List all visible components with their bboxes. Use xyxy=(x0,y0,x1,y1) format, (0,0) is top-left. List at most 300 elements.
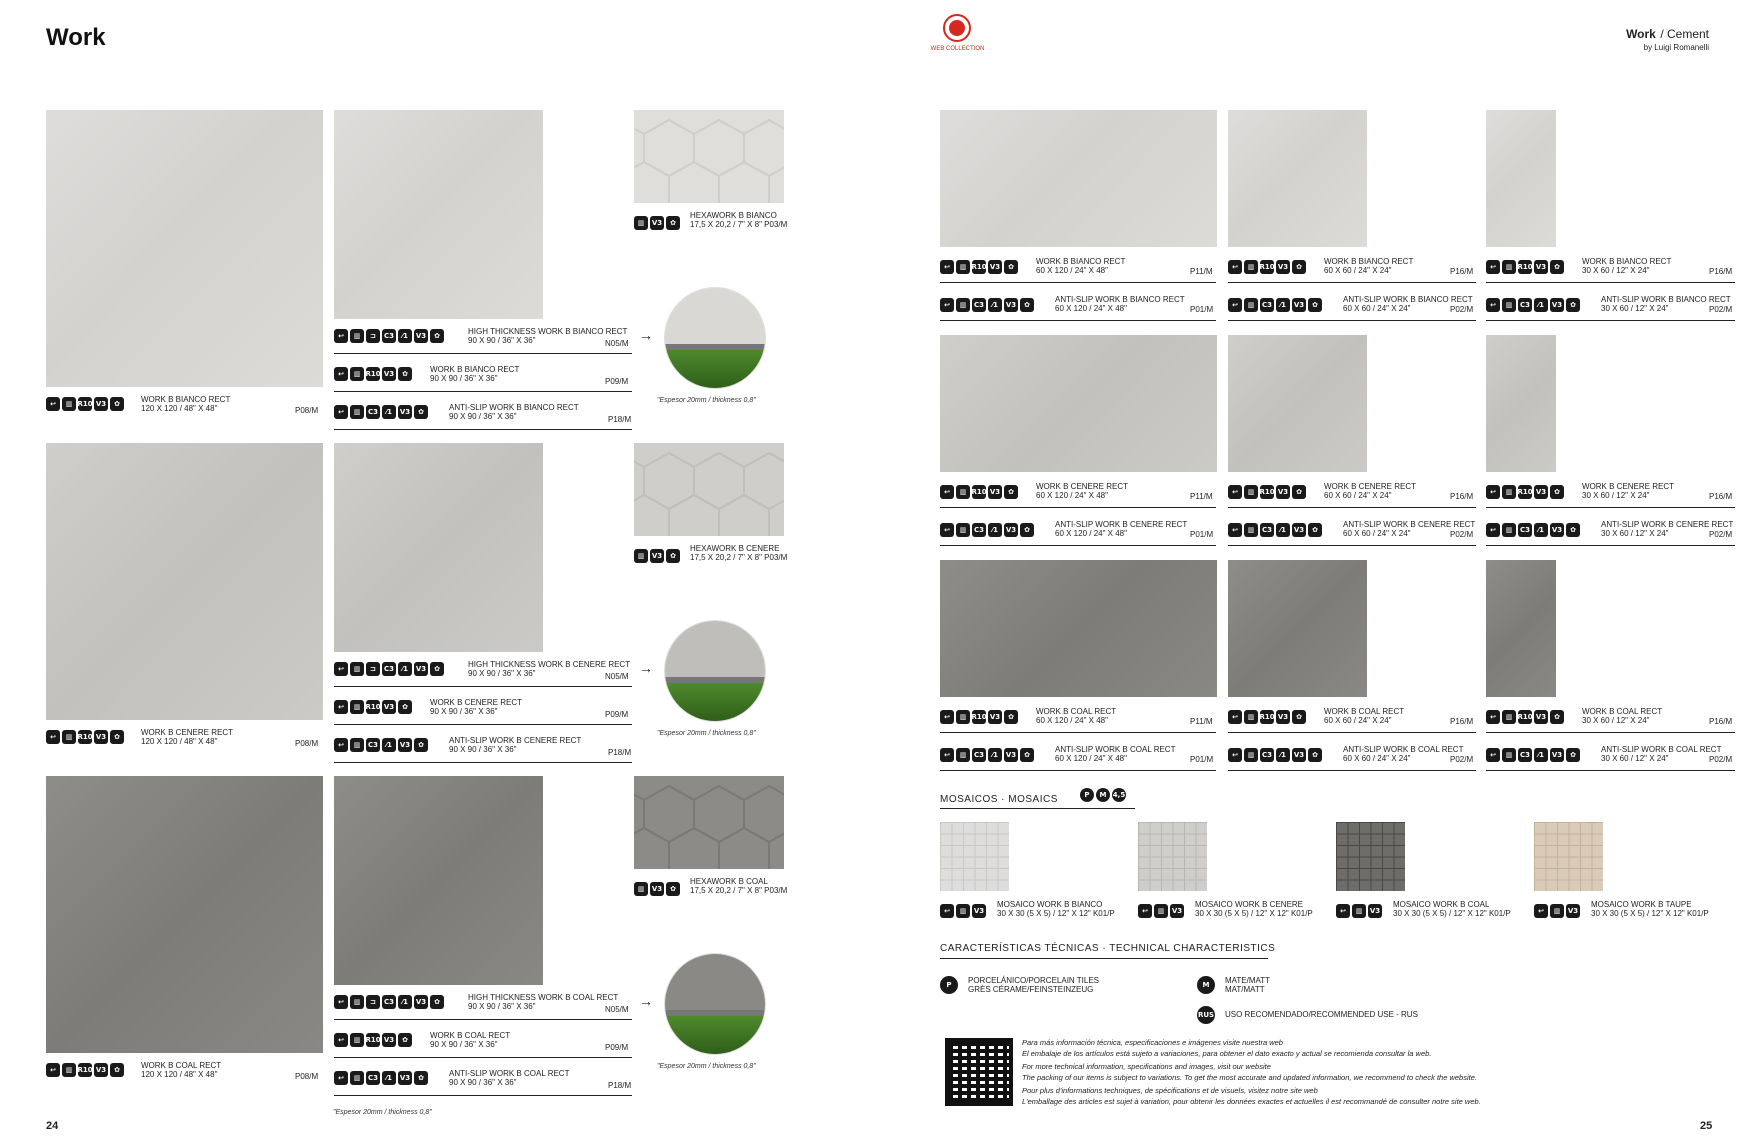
product-name: ANTI-SLIP WORK B BIANCO RECT xyxy=(1055,295,1185,304)
indoor-icon: ↩ xyxy=(1228,260,1242,274)
product-size: 60 X 60 / 24" X 24" xyxy=(1343,529,1411,538)
rectified-icon: ✿ xyxy=(430,662,444,676)
indoor-icon: ↩ xyxy=(334,662,348,676)
frost-icon: ▥ xyxy=(350,367,364,381)
product-name: WORK B BIANCO RECT xyxy=(1036,257,1126,266)
product-size: 17,5 X 20,2 / 7" X 8" P03/M xyxy=(690,886,788,895)
shade-v3-icon: V3 xyxy=(1534,260,1548,274)
slip-r10-icon: R10 xyxy=(972,710,986,724)
frost-icon: ▥ xyxy=(350,1071,364,1085)
row-rule xyxy=(334,724,632,725)
tech-icons xyxy=(334,662,444,676)
product-label xyxy=(997,900,1115,918)
product-size: 60 X 60 / 24" X 24" xyxy=(1324,491,1392,500)
tech-icons xyxy=(1486,260,1564,274)
tile-top xyxy=(665,621,765,677)
page-number-left: 24 xyxy=(46,1120,59,1132)
tile-60x120 xyxy=(940,560,1217,697)
row-rule xyxy=(334,686,632,687)
product-size: 90 X 90 / 36" X 36" xyxy=(430,1040,498,1049)
product-code: P08/M xyxy=(295,406,319,415)
tech-icons xyxy=(1228,523,1322,537)
frost-icon: ▥ xyxy=(1154,904,1168,918)
slip-c3-icon: C3 xyxy=(366,1071,380,1085)
thickness-icon: ⁄1 xyxy=(1276,748,1290,762)
indoor-icon: ↩ xyxy=(1486,298,1500,312)
product-label xyxy=(141,395,230,413)
tile-top xyxy=(665,954,765,1010)
product-label xyxy=(1393,900,1511,918)
slip-c3-icon: C3 xyxy=(1518,523,1532,537)
shade-v3-icon: V3 xyxy=(1566,904,1580,918)
product-name: ANTI-SLIP WORK B BIANCO RECT xyxy=(1601,295,1731,304)
tech-icons xyxy=(1486,710,1564,724)
grass xyxy=(665,350,765,388)
product-size: 60 X 120 / 24" X 48" xyxy=(1036,491,1108,500)
row-rule xyxy=(1228,770,1476,771)
product-name: WORK B COAL RECT xyxy=(1036,707,1117,716)
frost-icon: ▥ xyxy=(956,710,970,724)
tech-icons xyxy=(334,405,428,419)
tech-icons xyxy=(1228,298,1322,312)
row-rule xyxy=(940,507,1216,508)
shade-v3-icon: V3 xyxy=(414,662,428,676)
indoor-icon: ↩ xyxy=(940,298,954,312)
row-rule xyxy=(334,1057,632,1058)
grass xyxy=(665,1016,765,1054)
tile-30x60 xyxy=(1486,560,1556,697)
frost-icon: ▥ xyxy=(62,1063,76,1077)
tech-icons xyxy=(940,710,1018,724)
indoor-icon: ↩ xyxy=(1228,748,1242,762)
slip-c3-icon: C3 xyxy=(366,405,380,419)
frost-icon: ▥ xyxy=(956,523,970,537)
footer-line: For more technical information, specifications and images, visit our website xyxy=(1022,1062,1271,1071)
product-size: 90 X 90 / 36" X 36" xyxy=(449,1078,517,1087)
shade-v3-icon: V3 xyxy=(1004,523,1018,537)
frost-icon: ▥ xyxy=(1244,260,1258,274)
product-code: P02/M xyxy=(1709,305,1733,314)
shade-v3-icon: V3 xyxy=(94,397,108,411)
row-rule xyxy=(1228,507,1476,508)
tech-icons xyxy=(940,260,1018,274)
qr-code[interactable] xyxy=(945,1038,1013,1106)
tech-icons xyxy=(46,1063,124,1077)
matt-icon: M xyxy=(1096,788,1110,802)
product-size: 60 X 60 / 24" X 24" xyxy=(1324,716,1392,725)
row-rule xyxy=(1228,545,1476,546)
slip-r10-icon: R10 xyxy=(78,730,92,744)
mosaics-rule xyxy=(940,808,1135,809)
slip-r10-icon: R10 xyxy=(1518,260,1532,274)
row-rule xyxy=(940,545,1216,546)
indoor-icon: ↩ xyxy=(1228,523,1242,537)
grass xyxy=(665,683,765,721)
tech-icons xyxy=(940,298,1034,312)
product-name: HIGH THICKNESS WORK B COAL RECT xyxy=(468,993,619,1002)
legend-porcelain: PORCELÁNICO/PORCELAIN TILES GRÈS CÉRAME/FEINSTEINZEUG xyxy=(968,976,1099,994)
thickness-detail-image xyxy=(664,287,766,389)
shade-v3-icon: V3 xyxy=(988,485,1002,499)
shade-v3-icon: V3 xyxy=(988,710,1002,724)
mosaics-icons xyxy=(1080,788,1126,802)
product-code: P01/M xyxy=(1190,530,1214,539)
thickness-caption: "Espesor 20mm / thickness 0,8" xyxy=(657,397,756,404)
indoor-icon: ↩ xyxy=(1228,710,1242,724)
mosaic-tile xyxy=(940,822,1009,891)
rectified-icon: ✿ xyxy=(430,329,444,343)
mosaic-tile xyxy=(1534,822,1603,891)
row-rule xyxy=(334,1095,632,1096)
thickness-icon: ⁄1 xyxy=(382,1071,396,1085)
rectified-icon: ✿ xyxy=(1308,748,1322,762)
product-label xyxy=(430,365,519,383)
row-rule xyxy=(334,1019,632,1020)
tech-icons xyxy=(1486,748,1580,762)
tile-60x60 xyxy=(1228,110,1367,247)
product-name: ANTI-SLIP WORK B CENERE RECT xyxy=(1055,520,1188,529)
mosaics-title: MOSAICOS · MOSAICS xyxy=(940,794,1058,805)
tech-icons xyxy=(634,216,680,230)
shade-v3-icon: V3 xyxy=(1534,710,1548,724)
product-name: WORK B CENERE RECT xyxy=(1582,482,1675,491)
row-rule xyxy=(334,391,632,392)
product-name: WORK B COAL RECT xyxy=(141,1061,222,1070)
tech-icons xyxy=(940,523,1034,537)
shade-v3-icon: V3 xyxy=(988,260,1002,274)
indoor-icon: ↩ xyxy=(1228,485,1242,499)
row-rule xyxy=(1228,732,1476,733)
hexagon-tile xyxy=(634,776,784,869)
rectified-icon: ✿ xyxy=(110,397,124,411)
tile-medium xyxy=(334,110,543,319)
rectified-icon: ✿ xyxy=(398,700,412,714)
slip-r10-icon: R10 xyxy=(1518,485,1532,499)
outdoor-icon: ⊐ xyxy=(366,995,380,1009)
product-code: P16/M xyxy=(1450,267,1474,276)
footnote-left: "Espesor 20mm / thickness 0,8" xyxy=(333,1109,432,1116)
product-code: P01/M xyxy=(1190,755,1214,764)
product-name: WORK B CENERE RECT xyxy=(1324,482,1417,491)
slip-r10-icon: R10 xyxy=(1260,710,1274,724)
indoor-icon: ↩ xyxy=(1534,904,1548,918)
frost-icon: ▥ xyxy=(350,700,364,714)
tech-icons xyxy=(46,397,124,411)
slip-c3-icon: C3 xyxy=(1260,748,1274,762)
frost-icon: ▥ xyxy=(1352,904,1366,918)
product-label xyxy=(430,698,522,716)
slip-c3-icon: C3 xyxy=(382,662,396,676)
frost-icon: ▥ xyxy=(350,995,364,1009)
shade-v3-icon: V3 xyxy=(1550,523,1564,537)
row-rule xyxy=(1486,770,1735,771)
mosaic-tile xyxy=(1138,822,1207,891)
product-label xyxy=(1036,257,1125,275)
thickness-icon: ⁄1 xyxy=(988,748,1002,762)
rectified-icon: ✿ xyxy=(398,367,412,381)
frost-icon: ▥ xyxy=(1502,523,1516,537)
frost-icon: ▥ xyxy=(956,485,970,499)
product-code: P09/M xyxy=(605,1043,629,1052)
thickness-icon: ⁄1 xyxy=(398,662,412,676)
frost-icon: ▥ xyxy=(350,329,364,343)
product-size: 30 X 30 (5 X 5) / 12" X 12" K01/P xyxy=(1591,909,1709,918)
product-size: 60 X 120 / 24" X 48" xyxy=(1055,529,1127,538)
tech-icons xyxy=(1228,260,1306,274)
shade-v3-icon: V3 xyxy=(414,995,428,1009)
frost-icon: ▥ xyxy=(634,882,648,896)
slip-c3-icon: C3 xyxy=(1260,523,1274,537)
product-size: 60 X 60 / 24" X 24" xyxy=(1343,304,1411,313)
rectified-icon: ✿ xyxy=(110,730,124,744)
frost-icon: ▥ xyxy=(956,260,970,274)
row-rule xyxy=(334,429,632,430)
rectified-icon: ✿ xyxy=(1004,485,1018,499)
shade-v3-icon: V3 xyxy=(398,405,412,419)
row-rule xyxy=(1228,320,1476,321)
rectified-icon: ✿ xyxy=(430,995,444,1009)
shade-v3-icon: V3 xyxy=(1368,904,1382,918)
product-label xyxy=(1582,482,1674,500)
product-code: N05/M xyxy=(605,1005,629,1014)
rectified-icon: ✿ xyxy=(1566,298,1580,312)
product-code: P08/M xyxy=(295,1072,319,1081)
frost-icon: ▥ xyxy=(350,405,364,419)
product-name: HEXAWORK B BIANCO xyxy=(690,211,777,220)
product-code: P02/M xyxy=(1709,755,1733,764)
tile-medium xyxy=(334,776,543,985)
indoor-icon: ↩ xyxy=(334,329,348,343)
web-collection-badge xyxy=(943,14,971,42)
tech-icons xyxy=(1228,485,1306,499)
thickness-icon: ⁄1 xyxy=(988,523,1002,537)
thickness-icon: ⁄1 xyxy=(398,995,412,1009)
tech-icons xyxy=(1486,523,1580,537)
thickness-icon: ⁄1 xyxy=(398,329,412,343)
product-name: MOSAICO WORK B COAL xyxy=(1393,900,1490,909)
matt-legend-icon: M xyxy=(1197,976,1215,994)
product-code: P16/M xyxy=(1450,717,1474,726)
product-name: ANTI-SLIP WORK B CENERE RECT xyxy=(1601,520,1734,529)
tech-icons xyxy=(334,367,412,381)
tech-icons xyxy=(1228,748,1322,762)
product-name: ANTI-SLIP WORK B COAL RECT xyxy=(1055,745,1176,754)
product-label xyxy=(141,728,233,746)
product-size: 17,5 X 20,2 / 7" X 8" P03/M xyxy=(690,553,788,562)
row-rule xyxy=(334,762,632,763)
indoor-icon: ↩ xyxy=(334,367,348,381)
frost-icon: ▥ xyxy=(350,662,364,676)
indoor-icon: ↩ xyxy=(46,1063,60,1077)
slip-r10-icon: R10 xyxy=(972,260,986,274)
product-name: ANTI-SLIP WORK B COAL RECT xyxy=(1343,745,1464,754)
row-rule xyxy=(1486,282,1735,283)
thickness-icon: ⁄1 xyxy=(1534,298,1548,312)
frost-icon: ▥ xyxy=(1502,485,1516,499)
product-label xyxy=(449,736,581,754)
product-code: P02/M xyxy=(1450,755,1474,764)
tile-30x60 xyxy=(1486,335,1556,472)
thickness-caption: "Espesor 20mm / thickness 0,8" xyxy=(657,1063,756,1070)
product-name: WORK B CENERE RECT xyxy=(141,728,234,737)
product-label xyxy=(1582,257,1671,275)
product-code: P08/M xyxy=(295,739,319,748)
product-size: 90 X 90 / 36" X 36" xyxy=(468,1002,536,1011)
thickness-detail-image xyxy=(664,620,766,722)
frost-icon: ▥ xyxy=(956,298,970,312)
product-code: P11/M xyxy=(1190,717,1213,726)
product-size: 90 X 90 / 36" X 36" xyxy=(449,745,517,754)
frost-icon: ▥ xyxy=(62,397,76,411)
product-name: MOSAICO WORK B BIANCO xyxy=(997,900,1103,909)
page-number-right: 25 xyxy=(1700,1120,1713,1132)
indoor-icon: ↩ xyxy=(46,397,60,411)
indoor-icon: ↩ xyxy=(334,700,348,714)
rectified-icon: ✿ xyxy=(398,1033,412,1047)
product-name: ANTI-SLIP WORK B CENERE RECT xyxy=(1343,520,1476,529)
footer-line: L'emballage des articles est sujet à variation, pour obtenir les données exactes et actuelles il est recommandé de consulter notre site web. xyxy=(1022,1097,1481,1106)
indoor-icon: ↩ xyxy=(1336,904,1350,918)
slip-r10-icon: R10 xyxy=(366,1033,380,1047)
product-label xyxy=(1324,257,1413,275)
indoor-icon: ↩ xyxy=(1228,298,1242,312)
frost-icon: ▥ xyxy=(1550,904,1564,918)
tile-large xyxy=(46,776,323,1053)
outdoor-icon: ⊐ xyxy=(366,329,380,343)
row-rule xyxy=(1486,732,1735,733)
product-name: MOSAICO WORK B CENERE xyxy=(1195,900,1304,909)
row-rule xyxy=(1228,282,1476,283)
tech-icons xyxy=(940,904,986,918)
shade-v3-icon: V3 xyxy=(1292,523,1306,537)
slip-c3-icon: C3 xyxy=(382,329,396,343)
thickness-detail-image xyxy=(664,953,766,1055)
slip-c3-icon: C3 xyxy=(1260,298,1274,312)
shade-v3-icon: V3 xyxy=(1276,485,1290,499)
slip-r10-icon: R10 xyxy=(972,485,986,499)
product-label xyxy=(1055,745,1175,763)
shade-v3-icon: V3 xyxy=(1004,298,1018,312)
indoor-icon: ↩ xyxy=(940,904,954,918)
product-name: WORK B CENERE RECT xyxy=(430,698,523,707)
shade-v3-icon: V3 xyxy=(1276,710,1290,724)
tech-icons xyxy=(334,995,444,1009)
product-label xyxy=(1324,707,1404,725)
product-label xyxy=(430,1031,510,1049)
product-name: ANTI-SLIP WORK B BIANCO RECT xyxy=(1343,295,1473,304)
rectified-icon: ✿ xyxy=(1020,748,1034,762)
product-name: HEXAWORK B CENERE xyxy=(690,544,780,553)
slip-r10-icon: R10 xyxy=(366,367,380,381)
product-size: 30 X 60 / 12" X 24" xyxy=(1601,304,1669,313)
tile-60x120 xyxy=(940,335,1217,472)
shade-v3-icon: V3 xyxy=(1550,748,1564,762)
frost-icon: ▥ xyxy=(1502,748,1516,762)
product-label xyxy=(1582,707,1662,725)
product-code: P09/M xyxy=(605,377,629,386)
shade-v3-icon: V3 xyxy=(650,882,664,896)
rectified-icon: ✿ xyxy=(1020,523,1034,537)
indoor-icon: ↩ xyxy=(46,730,60,744)
frost-icon: ▥ xyxy=(350,738,364,752)
product-size: 90 X 90 / 36" X 36" xyxy=(430,707,498,716)
mosaic-tile xyxy=(1336,822,1405,891)
hexagon-pattern xyxy=(634,776,784,869)
frost-icon: ▥ xyxy=(1244,298,1258,312)
hexagon-tile xyxy=(634,110,784,203)
product-code: P09/M xyxy=(605,710,629,719)
slip-c3-icon: C3 xyxy=(366,738,380,752)
tech-icons xyxy=(334,1071,428,1085)
product-name: ANTI-SLIP WORK B CENERE RECT xyxy=(449,736,582,745)
product-code: P16/M xyxy=(1709,492,1733,501)
rectified-icon: ✿ xyxy=(1292,485,1306,499)
product-name: WORK B BIANCO RECT xyxy=(1582,257,1672,266)
product-size: 17,5 X 20,2 / 7" X 8" P03/M xyxy=(690,220,788,229)
slip-r10-icon: R10 xyxy=(1260,485,1274,499)
rectified-icon: ✿ xyxy=(1004,260,1018,274)
product-label xyxy=(1055,295,1185,313)
product-label xyxy=(449,1069,569,1087)
rectified-icon: ✿ xyxy=(1292,260,1306,274)
indoor-icon: ↩ xyxy=(1138,904,1152,918)
thickness-icon: ⁄1 xyxy=(1276,523,1290,537)
rectified-icon: ✿ xyxy=(1550,710,1564,724)
shade-v3-icon: V3 xyxy=(1534,485,1548,499)
footer-line: The packing of our items is subject to variations. To get the most accurate and updated information, we recommend to check the website. xyxy=(1022,1073,1477,1082)
frost-icon: ▥ xyxy=(1502,260,1516,274)
row-rule xyxy=(1486,545,1735,546)
tech-icons xyxy=(940,748,1034,762)
tile-60x60 xyxy=(1228,560,1367,697)
porcelain-legend-icon: P xyxy=(940,976,958,994)
outdoor-icon: ⊐ xyxy=(366,662,380,676)
slip-c3-icon: C3 xyxy=(972,298,986,312)
indoor-icon: ↩ xyxy=(1486,710,1500,724)
indoor-icon: ↩ xyxy=(334,995,348,1009)
slip-c3-icon: C3 xyxy=(972,748,986,762)
product-name: ANTI-SLIP WORK B BIANCO RECT xyxy=(449,403,579,412)
shade-v3-icon: V3 xyxy=(972,904,986,918)
tile-60x120 xyxy=(940,110,1217,247)
product-label xyxy=(690,211,787,229)
tech-icons xyxy=(634,549,680,563)
product-size: 30 X 60 / 12" X 24" xyxy=(1582,266,1650,275)
product-code: P18/M xyxy=(608,1081,632,1090)
web-collection-label: WEB COLLECTION xyxy=(930,46,985,52)
row-rule xyxy=(1486,507,1735,508)
rectified-icon: ✿ xyxy=(666,882,680,896)
product-size: 120 X 120 / 48" X 48" xyxy=(141,737,218,746)
product-code: P01/M xyxy=(1190,305,1214,314)
tech-icons xyxy=(334,738,428,752)
collection-type: / Cement xyxy=(1660,27,1709,41)
slip-r10-icon: R10 xyxy=(78,1063,92,1077)
tech-icons xyxy=(1228,710,1306,724)
product-code: P16/M xyxy=(1450,492,1474,501)
thickness-icon: ⁄1 xyxy=(988,298,1002,312)
product-size: 90 X 90 / 36" X 36" xyxy=(430,374,498,383)
product-name: HIGH THICKNESS WORK B BIANCO RECT xyxy=(468,327,628,336)
tile-30x60 xyxy=(1486,110,1556,247)
product-label xyxy=(1324,482,1416,500)
tile-medium xyxy=(334,443,543,652)
shade-v3-icon: V3 xyxy=(94,1063,108,1077)
product-size: 90 X 90 / 36" X 36" xyxy=(449,412,517,421)
footer-line: El embalaje de los artículos está sujeto a variaciones, para obtener el dato exacto y actual se recomienda consultar la web. xyxy=(1022,1049,1432,1058)
product-code: P11/M xyxy=(1190,267,1213,276)
rectified-icon: ✿ xyxy=(1004,710,1018,724)
